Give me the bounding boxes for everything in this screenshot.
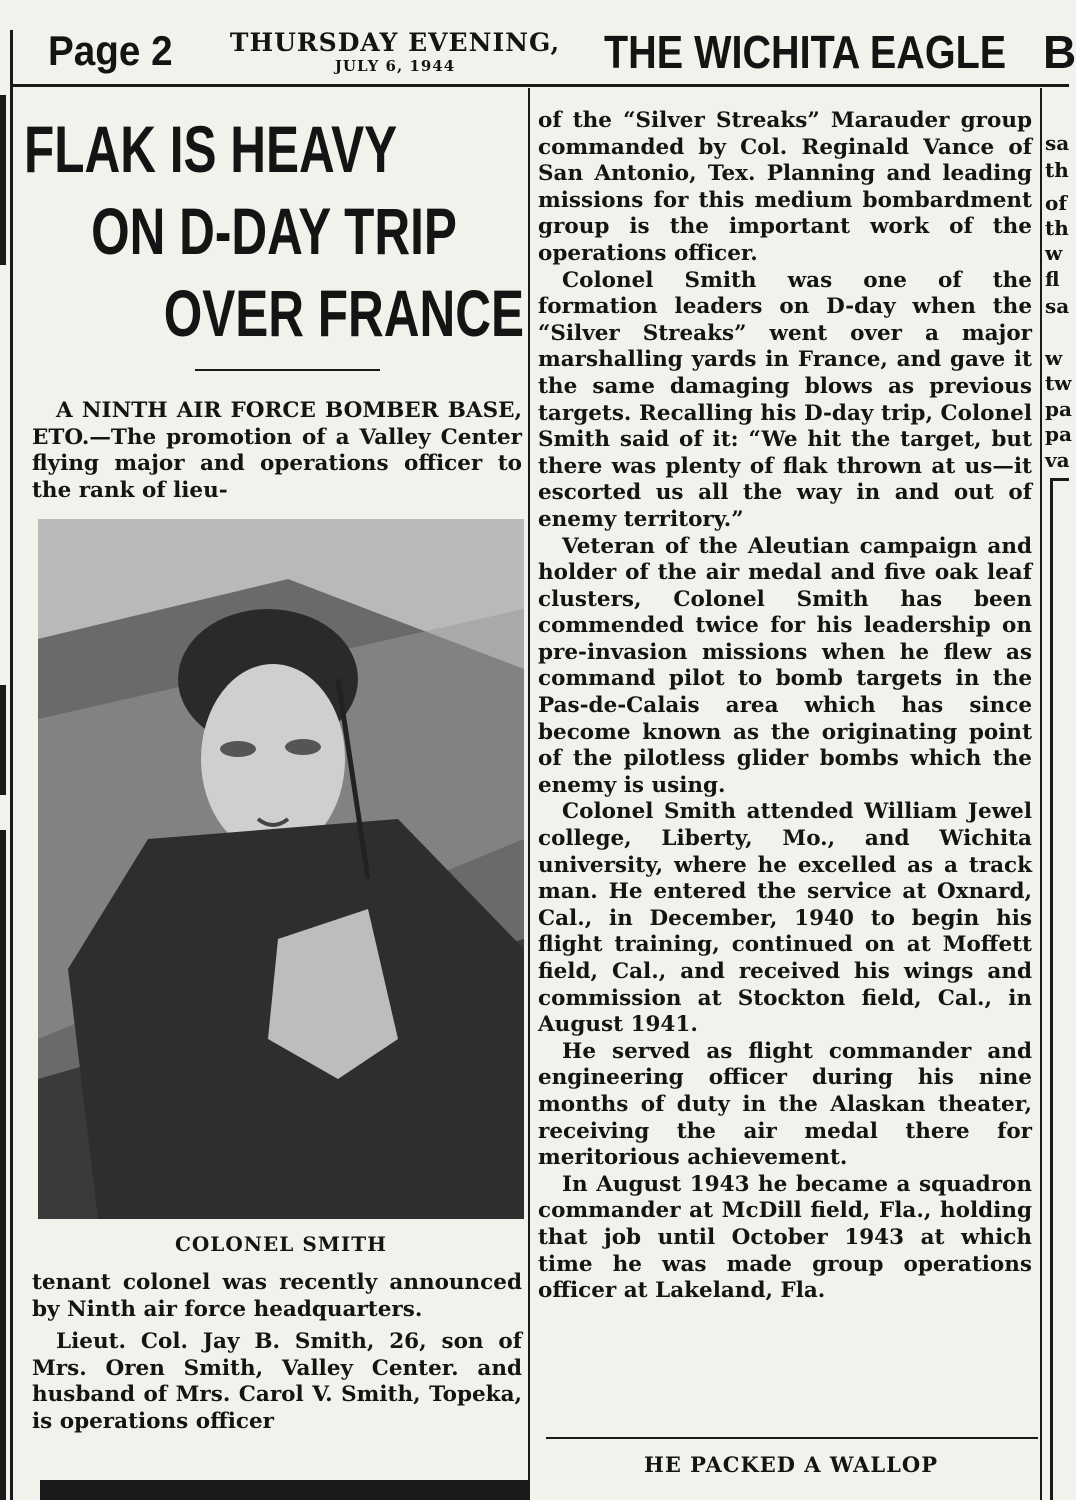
edge-fragment: of xyxy=(1045,191,1067,215)
headline-line-2: ON D-DAY TRIP xyxy=(91,194,457,268)
article-continuation xyxy=(32,1270,522,1436)
next-article-headline: HE PACKED A WALLOP xyxy=(644,1452,938,1477)
headline xyxy=(24,108,524,354)
paragraph: In August 1943 he became a squadron commander at McDill field, Fla., holding that job until October 1943 at which time he was made group operations officer at Lakeland, Fla. xyxy=(538,1171,1032,1304)
photo-caption: COLONEL SMITH xyxy=(174,1232,388,1256)
paragraph: of the “Silver Streaks” Marauder group commanded by Col. Reginald Vance of San Antonio, Tex. Planning and leading missions for this medium bombardment group is the important work of the operations officer. xyxy=(538,108,1032,266)
portrait-illustration xyxy=(38,519,524,1219)
page-number: Page 2 xyxy=(48,27,173,74)
newspaper-name: THE WICHITA EAGLE xyxy=(604,26,1007,78)
article-right-column xyxy=(538,108,1032,1305)
paragraph: He served as flight commander and engineering officer during his nine months of duty in the Alaskan theater, receiving the air medal there for meritorious achievement. xyxy=(538,1038,1032,1171)
edge-fragment: fl xyxy=(1045,267,1060,291)
page-left-border xyxy=(10,30,13,1500)
edition-day: THURSDAY EVENING, xyxy=(229,28,561,57)
paragraph: Colonel Smith was one of the formation leaders on D-day when the “Silver Streaks” went over a major marshalling yards in France, and gave it the same damaging blows as previous targets. Recalling his D-day trip, Colonel Smith said of it: “We hit the target, but there was plenty of flak thrown at us—it escorted us all the way in and out of enemy territory.” xyxy=(538,267,1032,532)
next-article-banner xyxy=(40,1480,530,1500)
portrait-photo xyxy=(38,519,524,1219)
column-divider xyxy=(1040,88,1042,1500)
dateline: A NINTH AIR FORCE BOMBER BASE, ETO. xyxy=(32,398,522,450)
left-margin-mark xyxy=(0,685,6,795)
left-margin-mark xyxy=(0,95,6,265)
edition-date: JULY 6, 1944 xyxy=(334,57,456,75)
masthead-rule xyxy=(12,84,1069,87)
edge-fragment: tw xyxy=(1045,371,1072,395)
edge-fragment: sa xyxy=(1045,131,1070,155)
section-rule xyxy=(546,1437,1038,1439)
edge-fragment: w xyxy=(1045,346,1063,370)
edge-box-rule xyxy=(1050,478,1053,1500)
left-margin-mark xyxy=(0,830,6,1500)
headline-line-1: FLAK IS HEAVY xyxy=(24,112,398,186)
edge-fragment: pa xyxy=(1045,397,1072,421)
paragraph: Veteran of the Aleutian campaign and holder of the air medal and five oak leaf clusters, Colonel Smith has been commended twice for his leadership on pre-invasion missions when he flew as command pilot to bomb targets in the Pas-de-Calais area which has since become known as the originating point of the pilotless glider bombs which the enemy is using. xyxy=(538,533,1032,798)
edge-fragment: sa xyxy=(1045,294,1070,318)
edge-fragment: th xyxy=(1045,216,1069,240)
continuation-text: tenant colonel was recently announced by Ninth air force headquarters. xyxy=(32,1270,522,1322)
paragraph: Lieut. Col. Jay B. Smith, 26, son of Mrs. Oren Smith, Valley Center. and husband of Mrs. Carol V. Smith, Topeka, is operations officer xyxy=(32,1329,522,1434)
lead-text: —The promotion of a Valley Center flying major and operations officer to the rank of lieu- xyxy=(32,424,522,503)
headline-line-3: OVER FRANCE xyxy=(163,276,524,350)
edge-fragment: pa xyxy=(1045,422,1072,446)
edge-fragment: va xyxy=(1045,448,1070,472)
next-page-edge-text: B xyxy=(1043,26,1076,78)
article-lead xyxy=(32,398,522,504)
paragraph: Colonel Smith attended William Jewel college, Liberty, Mo., and Wichita university, where he excelled as a track man. He entered the service at Oxnard, Cal., in December, 1940 to begin his flight training, continued on at Moffett field, Cal., and received his wings and commission at Stockton field, Cal., in August 1941. xyxy=(538,799,1032,1038)
column-divider xyxy=(528,88,530,1500)
headline-rule xyxy=(195,369,380,371)
edge-fragment: th xyxy=(1045,158,1069,182)
edge-fragment: w xyxy=(1045,241,1063,265)
